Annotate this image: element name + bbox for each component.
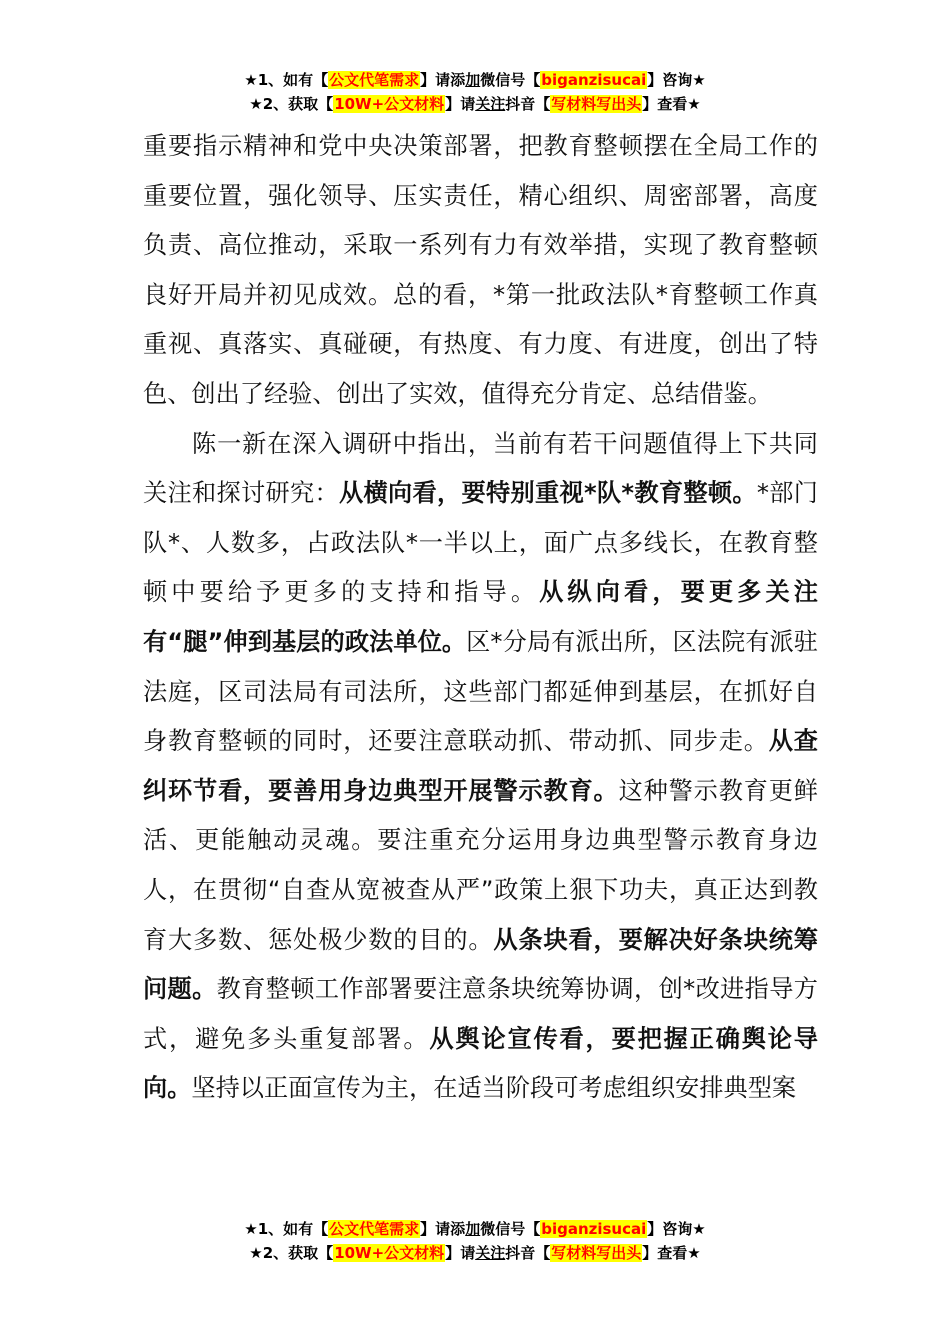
document-body	[143, 122, 818, 1114]
promo-line-1-underlined: 加	[465, 1220, 481, 1238]
promo-line-2-highlight-materials: 10W+公文材料	[334, 95, 445, 113]
paragraph-2-sentence: 教育整顿工作部署要注意条块统筹协调，创*改进指导方式，避免多头重复部署。	[143, 975, 818, 1053]
promo-line-1-suffix: 】咨询★	[647, 1220, 706, 1238]
promo-line-1-prefix: ★1、如有【	[244, 71, 329, 89]
promo-line-2-text: 】请	[445, 1244, 476, 1262]
header-promo-banner	[0, 68, 950, 116]
promo-line-2-text: 】请	[445, 95, 476, 113]
promo-line-1-text: 】请添	[420, 1220, 466, 1238]
promo-line-2-highlight-douyin: 写材料写出头	[551, 1244, 642, 1262]
paragraph-2-bold-point-2: 从纵向看，要更多关注有“腿”伸到基层的政法单位。	[143, 578, 818, 656]
paragraph-2-sentence: 陈一新在深入调研中指出，当前有若干问题值得上下共同关注和探讨研究：	[143, 429, 818, 508]
promo-line-2-text-2: 抖音【	[505, 1244, 551, 1262]
paragraph-2-bold-point-3: 从查纠环节看，要善用身边典型开展警示教育。	[143, 727, 818, 805]
promo-line-1-text-2: 微信号【	[480, 1220, 541, 1238]
promo-line-2-highlight-materials: 10W+公文材料	[334, 1244, 445, 1262]
footer-promo-banner	[0, 1217, 950, 1265]
paragraph-2-sentence: 区*分局有派出所，区法院有派驻法庭，区司法局有司法所，这些部门都延伸到基层，在抓好自身教育整顿的同时，还要注意联动抓、带动抓、同步走。	[143, 627, 818, 756]
paragraph-2	[143, 420, 818, 1114]
promo-line-1-prefix: ★1、如有【	[244, 1220, 329, 1238]
promo-line-2-underlined: 关注	[475, 95, 506, 113]
promo-line-2-prefix: ★2、获取【	[249, 1244, 334, 1262]
paragraph-2-sentence: 坚持以正面宣传为主，在适当阶段可考虑组织安排典型案	[191, 1074, 797, 1103]
promo-line-1	[0, 68, 950, 92]
promo-line-2-underlined: 关注	[475, 1244, 506, 1262]
promo-line-1-underlined: 加	[465, 71, 481, 89]
promo-line-1-text-2: 微信号【	[480, 71, 541, 89]
promo-line-2-highlight-douyin: 写材料写出头	[551, 95, 642, 113]
promo-line-1-text: 】请添	[420, 71, 466, 89]
paragraph-2-bold-point-1: 从横向看，要特别重视*队*教育整顿。	[338, 479, 757, 508]
promo-line-1	[0, 1217, 950, 1241]
promo-line-2-suffix: 】查看★	[642, 1244, 701, 1262]
promo-line-1-highlight-service: 公文代笔需求	[329, 71, 420, 89]
promo-line-2-prefix: ★2、获取【	[249, 95, 334, 113]
promo-line-2	[0, 92, 950, 116]
paragraph-2-bold-point-5: 从舆论宣传看，要把握正确舆论导向。	[143, 1024, 818, 1103]
promo-line-1-suffix: 】咨询★	[647, 71, 706, 89]
promo-line-1-highlight-wechat: biganzisucai	[541, 1220, 647, 1238]
paragraph-1: 重要指示精神和党中央决策部署，把教育整顿摆在全局工作的重要位置，强化领导、压实责任，精心组织、周密部署，高度负责、高位推动，采取一系列有力有效举措，实现了教育整顿良好开局并初见成效。总的看，*第一批政法队*育整顿工作真重视、真落实、真碰硬，有热度、有力度、有进度，创出了特色、创出了经验、创出了实效，值得充分肯定、总结借鉴。	[143, 132, 818, 408]
promo-line-2	[0, 1241, 950, 1265]
promo-line-2-text-2: 抖音【	[505, 95, 551, 113]
promo-line-1-highlight-wechat: biganzisucai	[541, 71, 647, 89]
promo-line-2-suffix: 】查看★	[642, 95, 701, 113]
paragraph-2-sentence: 这种警示教育更鲜活、更能触动灵魂。要注重充分运用身边典型警示教育身边人，在贯彻“自查从宽被查从严”政策上狠下功夫，真正达到教育大多数、惩处极少数的目的。	[143, 776, 818, 954]
promo-line-1-highlight-service: 公文代笔需求	[329, 1220, 420, 1238]
paragraph-2-sentence: *部门队*、人数多，占政法队*一半以上，面广点多线长，在教育整顿中要给予更多的支持和指导。	[143, 479, 818, 607]
paragraph-2-bold-point-4: 从条块看，要解决好条块统筹问题。	[143, 925, 818, 1004]
